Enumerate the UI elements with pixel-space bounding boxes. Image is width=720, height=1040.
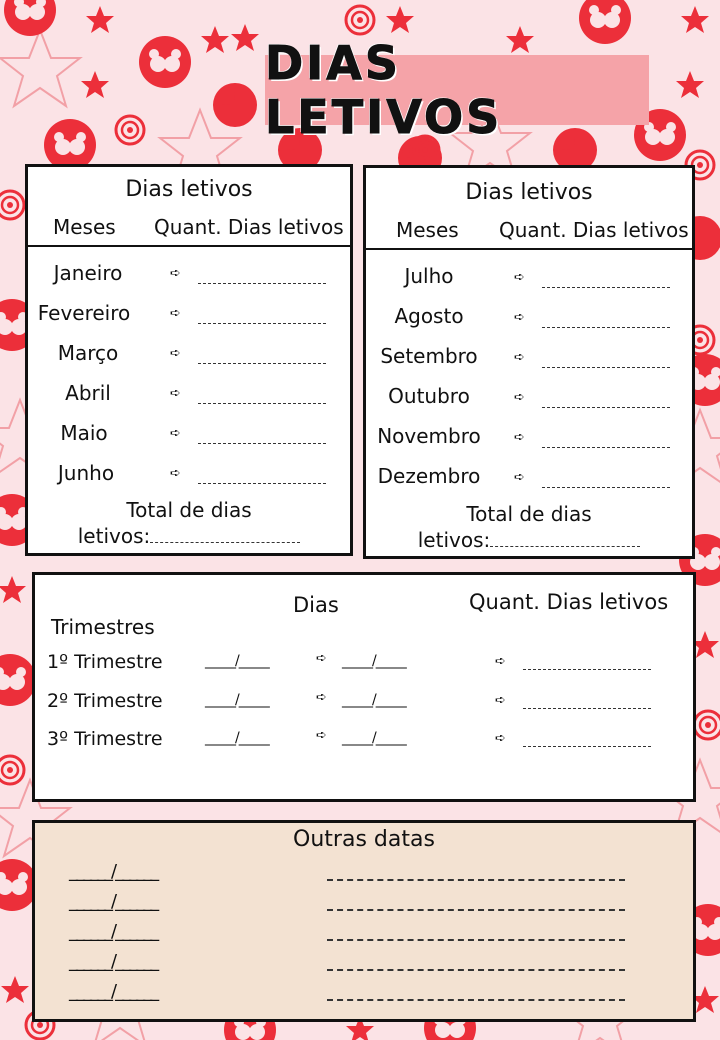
- month-row: [366, 464, 692, 494]
- end-date-blank[interactable]: _____/_____: [342, 653, 406, 669]
- days-blank[interactable]: [198, 363, 326, 364]
- arrow-icon: ➪: [170, 386, 181, 401]
- trimester-row: [35, 690, 693, 720]
- days-blank[interactable]: [542, 327, 670, 328]
- trimesters-card: [32, 572, 696, 802]
- quant-column-header: Quant. Dias letivos: [469, 590, 669, 614]
- arrow-icon: ➪: [170, 346, 181, 361]
- semester-2-card: [363, 165, 695, 559]
- arrow-icon: ➪: [495, 654, 506, 669]
- days-blank[interactable]: [198, 323, 326, 324]
- arrow-icon: ➪: [170, 306, 181, 321]
- other-dates-heading: Outras datas: [293, 827, 435, 852]
- other-date-blank[interactable]: ______/______: [69, 861, 158, 882]
- month-label: Agosto: [394, 304, 464, 328]
- arrow-icon: ➪: [495, 693, 506, 708]
- other-dates-card: [32, 820, 696, 1022]
- other-date-blank[interactable]: ______/______: [69, 921, 158, 942]
- total-blank[interactable]: [490, 546, 640, 547]
- month-row: [28, 261, 350, 291]
- days-blank[interactable]: [542, 287, 670, 288]
- other-description-blank[interactable]: [327, 939, 625, 941]
- month-row: [28, 421, 350, 451]
- header-divider: [28, 245, 350, 247]
- other-description-blank[interactable]: [327, 969, 625, 971]
- months-column-header: Meses: [396, 218, 459, 242]
- months-column-header: Meses: [53, 215, 116, 239]
- total-label-line2: [366, 527, 692, 553]
- days-blank[interactable]: [523, 746, 651, 747]
- arrow-icon: ➪: [316, 651, 327, 666]
- other-date-blank[interactable]: ______/______: [69, 981, 158, 1002]
- days-blank[interactable]: [523, 669, 651, 670]
- arrow-icon: ➪: [495, 731, 506, 746]
- arrow-icon: ➪: [514, 430, 525, 445]
- trimester-label: 3º Trimestre: [47, 728, 163, 750]
- start-date-blank[interactable]: _____/_____: [205, 730, 269, 746]
- total-days: [366, 501, 692, 553]
- arrow-icon: ➪: [170, 266, 181, 281]
- days-column-header: Quant. Dias letivos: [499, 218, 689, 242]
- trimester-label: 1º Trimestre: [47, 651, 163, 673]
- trimester-row: [35, 728, 693, 758]
- month-row: [366, 384, 692, 414]
- arrow-icon: ➪: [170, 466, 181, 481]
- total-label-line2: [28, 523, 350, 549]
- arrow-icon: ➪: [514, 390, 525, 405]
- arrow-icon: ➪: [316, 690, 327, 705]
- month-label: Novembro: [377, 424, 481, 448]
- trimester-label: 2º Trimestre: [47, 690, 163, 712]
- total-label-line1: Total de dias: [126, 498, 252, 522]
- other-description-blank[interactable]: [327, 999, 625, 1001]
- other-description-blank[interactable]: [327, 909, 625, 911]
- end-date-blank[interactable]: _____/_____: [342, 692, 406, 708]
- arrow-icon: ➪: [514, 270, 525, 285]
- days-blank[interactable]: [542, 407, 670, 408]
- arrow-icon: ➪: [170, 426, 181, 441]
- month-row: [366, 264, 692, 294]
- arrow-icon: ➪: [514, 350, 525, 365]
- month-row: [28, 341, 350, 371]
- days-blank[interactable]: [523, 708, 651, 709]
- month-label: Maio: [60, 421, 108, 445]
- total-label-line1: Total de dias: [466, 502, 592, 526]
- header-divider: [366, 248, 692, 250]
- month-label: Outubro: [388, 384, 470, 408]
- month-label: Março: [57, 341, 119, 365]
- days-blank[interactable]: [542, 447, 670, 448]
- month-row: [366, 304, 692, 334]
- month-row: [28, 381, 350, 411]
- arrow-icon: ➪: [514, 310, 525, 325]
- month-label: Fevereiro: [37, 301, 131, 325]
- days-column-header: Quant. Dias letivos: [154, 215, 344, 239]
- semester-1-heading: Dias letivos: [125, 177, 253, 202]
- other-date-blank[interactable]: ______/______: [69, 951, 158, 972]
- month-row: [366, 424, 692, 454]
- arrow-icon: ➪: [316, 728, 327, 743]
- trimester-row: [35, 651, 693, 681]
- month-label: Janeiro: [53, 261, 123, 285]
- dates-column-header: Dias: [293, 593, 339, 617]
- days-blank[interactable]: [198, 483, 326, 484]
- trimesters-label: Trimestres: [51, 615, 155, 639]
- semester-1-card: [25, 164, 353, 556]
- arrow-icon: ➪: [514, 470, 525, 485]
- month-label: Abril: [65, 381, 111, 405]
- days-blank[interactable]: [542, 367, 670, 368]
- title-banner: [265, 36, 649, 144]
- total-label: letivos:: [417, 528, 491, 552]
- month-row: [28, 461, 350, 491]
- end-date-blank[interactable]: _____/_____: [342, 730, 406, 746]
- month-row: [28, 301, 350, 331]
- month-label: Setembro: [380, 344, 478, 368]
- start-date-blank[interactable]: _____/_____: [205, 692, 269, 708]
- days-blank[interactable]: [198, 443, 326, 444]
- page-title: DIAS LETIVOS: [265, 36, 503, 144]
- days-blank[interactable]: [198, 283, 326, 284]
- other-description-blank[interactable]: [327, 879, 625, 881]
- days-blank[interactable]: [198, 403, 326, 404]
- total-days: [28, 497, 350, 549]
- other-date-blank[interactable]: ______/______: [69, 891, 158, 912]
- month-label: Dezembro: [377, 464, 481, 488]
- month-label: Julho: [404, 264, 454, 288]
- total-blank[interactable]: [150, 542, 300, 543]
- month-row: [366, 344, 692, 374]
- month-label: Junho: [57, 461, 115, 485]
- semester-2-heading: Dias letivos: [465, 180, 593, 205]
- total-label: letivos:: [77, 524, 151, 548]
- days-blank[interactable]: [542, 487, 670, 488]
- start-date-blank[interactable]: _____/_____: [205, 653, 269, 669]
